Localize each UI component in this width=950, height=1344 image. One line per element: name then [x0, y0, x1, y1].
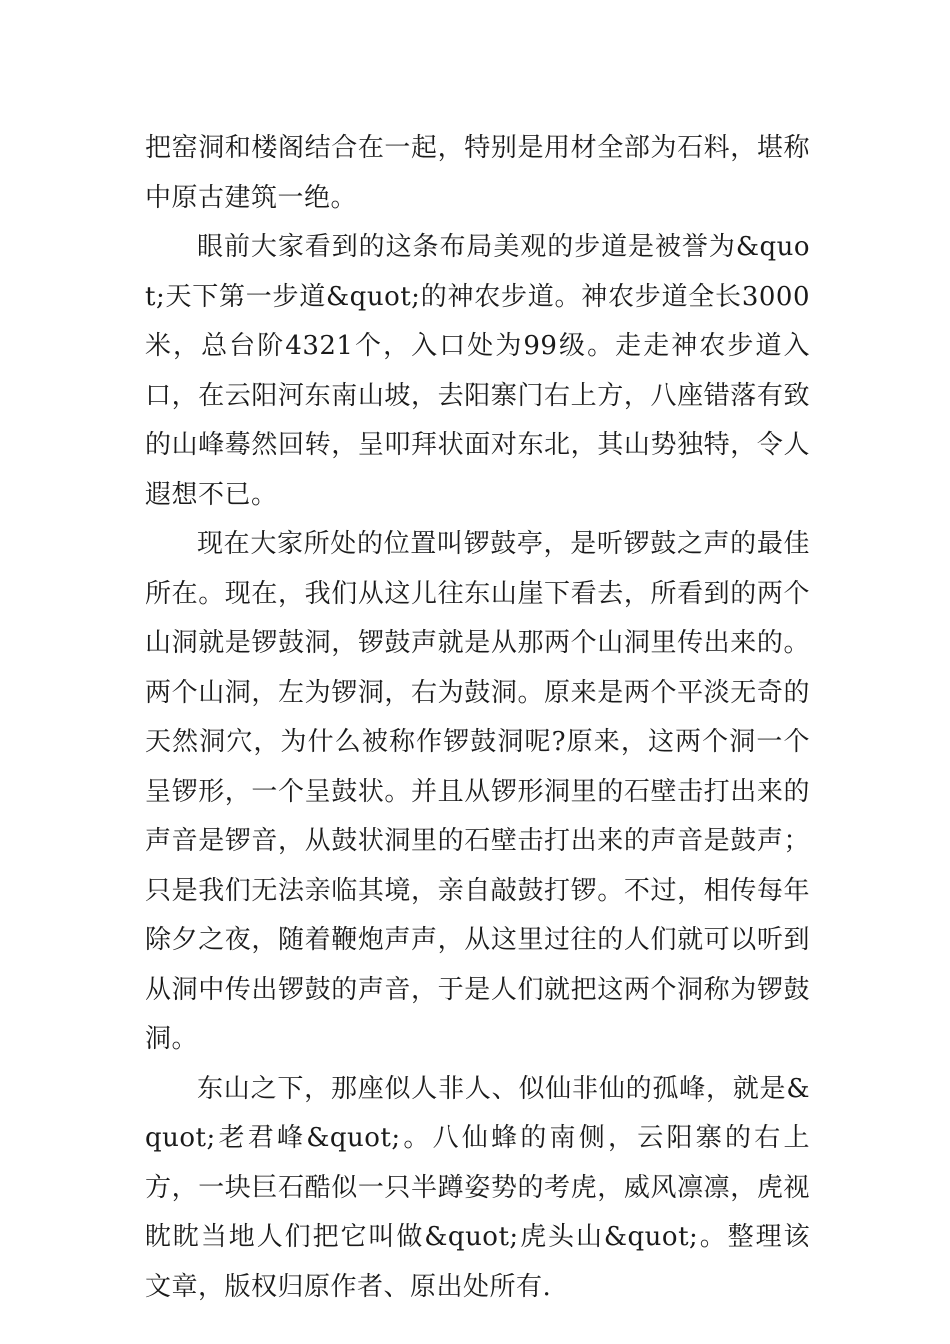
paragraph-laojun-peak: 东山之下，那座似人非人、似仙非仙的孤峰，就是&quot;老君峰&quot;。八仙蜂的南侧，云阳寨的右上方，一块巨石酷似一只半蹲姿势的考虎，威风凛凛，虎视眈眈当地人们把它叫做&quot;虎头山&quot;。整理该文章，版权归原作者、原出处所有.	[145, 1073, 810, 1302]
paragraph-shennong-trail: 眼前大家看到的这条布局美观的步道是被誉为&quot;天下第一步道&quot;的神农步道。神农步道全长3000米，总台阶4321个，入口处为99级。走走神农步道入口，在云阳河东南山坡，去阳寨门右上方，八座错落有致的山峰蓦然回转，呈叩拜状面对东北，其山势独特，令人遐想不已。	[145, 232, 810, 510]
paragraph-gong-drum-pavilion: 现在大家所处的位置叫锣鼓亭，是听锣鼓之声的最佳所在。现在，我们从这儿往东山崖下看去，所看到的两个山洞就是锣鼓洞，锣鼓声就是从那两个山洞里传出来的。两个山洞，左为锣洞，右为鼓洞。原来是两个平淡无奇的天然洞穴，为什么被称作锣鼓洞呢?原来，这两个洞一个呈锣形，一个呈鼓状。并且从锣形洞里的石壁击打出来的声音是锣音，从鼓状洞里的石壁击打出来的声音是鼓声；只是我们无法亲临其境，亲自敲鼓打锣。不过，相传每年除夕之夜，随着鞭炮声声，从这里过往的人们就可以听到从洞中传出锣鼓的声音，于是人们就把这两个洞称为锣鼓洞。	[145, 529, 810, 1054]
body-text	[145, 124, 810, 1312]
paragraph-continuation: 把窑洞和楼阁结合在一起，特别是用材全部为石料，堪称中原古建筑一绝。	[145, 133, 810, 213]
